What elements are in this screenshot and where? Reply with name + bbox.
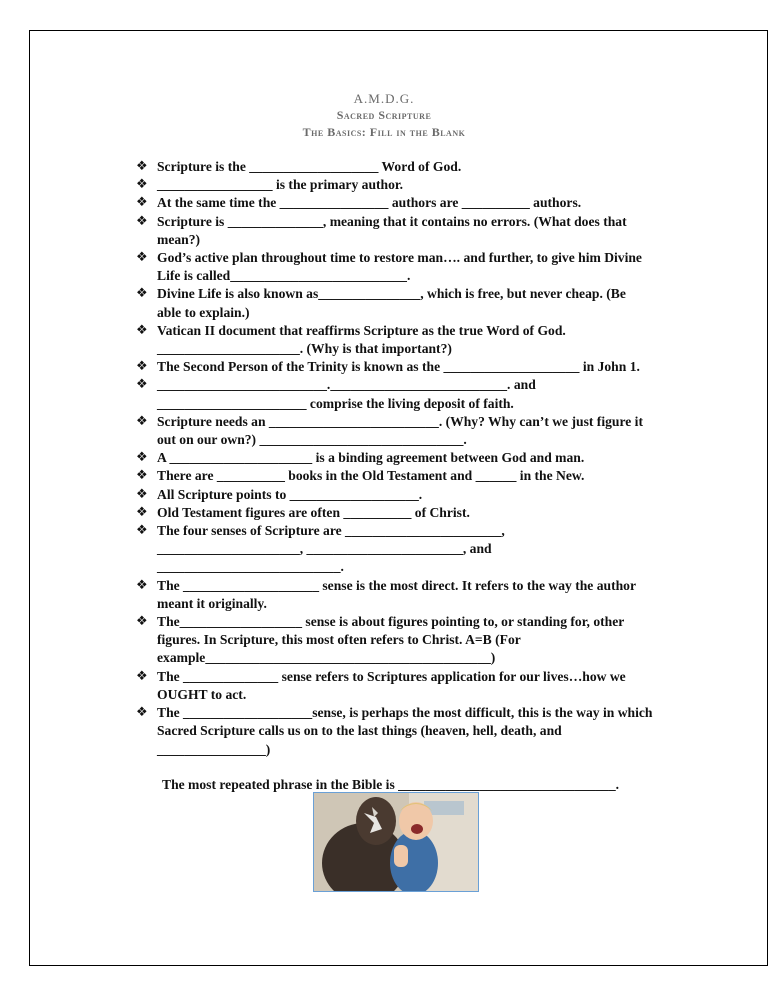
list-item xyxy=(133,486,653,504)
item-text: The ____________________ sense is the most direct. It refers to the way the author meant it originally. xyxy=(157,577,636,611)
photo-image xyxy=(313,792,479,892)
list-item xyxy=(133,194,653,212)
item-text: The Second Person of the Trinity is known as the ____________________ in John 1. xyxy=(157,359,640,375)
list-item xyxy=(133,176,653,194)
header-title: The Basics: Fill in the Blank xyxy=(302,125,466,139)
diamond-bullet-icon: ❖ xyxy=(136,486,148,502)
list-item xyxy=(133,577,653,613)
item-text: Scripture is ______________, meaning that it contains no errors. (What does that mean?) xyxy=(157,213,627,247)
diamond-bullet-icon: ❖ xyxy=(136,286,148,302)
diamond-bullet-icon: ❖ xyxy=(136,468,148,484)
diamond-bullet-icon: ❖ xyxy=(136,250,148,266)
list-item xyxy=(133,668,653,704)
item-text: A _____________________ is a binding agreement between God and man. xyxy=(157,450,585,466)
diamond-bullet-icon: ❖ xyxy=(136,159,148,174)
worksheet-header xyxy=(0,90,768,141)
list-item xyxy=(133,522,653,577)
item-text: The ______________ sense refers to Scriptures application for our lives…how we OUGHT to act. xyxy=(157,668,626,702)
diamond-bullet-icon: ❖ xyxy=(136,213,148,229)
list-item xyxy=(133,285,653,321)
item-text: God’s active plan throughout time to restore man…. and further, to give him Divine Life is called__________________________. xyxy=(157,250,642,284)
list-item xyxy=(133,704,653,759)
list-item xyxy=(133,376,653,412)
diamond-bullet-icon: ❖ xyxy=(136,450,148,466)
item-text: All Scripture points to ___________________. xyxy=(157,486,423,502)
diamond-bullet-icon: ❖ xyxy=(136,577,148,593)
diamond-bullet-icon: ❖ xyxy=(136,195,148,211)
header-amdg: A.M.D.G. xyxy=(353,91,415,106)
diamond-bullet-icon: ❖ xyxy=(136,322,148,338)
item-text: Old Testament figures are often __________ of Christ. xyxy=(157,504,470,520)
item-text: The ___________________sense, is perhaps the most difficult, this is the way in which Sacred Scripture calls us on to the last things (heaven, hell, death, and ________________) xyxy=(157,705,653,757)
item-text: _________________________.__________________________. and ______________________ comprise the living deposit of faith. xyxy=(157,377,536,411)
item-text: The four senses of Scripture are _______________________, _____________________, _______________________, and ___________________________. xyxy=(157,523,505,575)
item-text: Divine Life is also known as_______________, which is free, but never cheap. (Be able to explain.) xyxy=(157,286,626,320)
list-item xyxy=(133,213,653,249)
item-text: At the same time the ________________ authors are __________ authors. xyxy=(157,195,582,211)
list-item xyxy=(133,504,653,522)
list-item xyxy=(133,467,653,485)
list-item xyxy=(133,413,653,449)
diamond-bullet-icon: ❖ xyxy=(136,177,148,193)
list-item xyxy=(133,613,653,668)
item-text: There are __________ books in the Old Testament and ______ in the New. xyxy=(157,468,585,484)
item-text: Scripture needs an _________________________. (Why? Why can’t we just figure it out on our own?) ______________________________. xyxy=(157,413,643,448)
item-text: The__________________ sense is about figures pointing to, or standing for, other figures. In Scripture, this most often refers to Christ. A=B (For example__________________________________________) xyxy=(157,614,625,666)
diamond-bullet-icon: ❖ xyxy=(136,668,148,684)
item-text: Vatican II document that reaffirms Scripture as the true Word of God. _____________________. (Why is that important?) xyxy=(157,322,566,357)
header-subject: Sacred Scripture xyxy=(336,108,432,122)
diamond-bullet-icon: ❖ xyxy=(136,413,148,429)
list-item xyxy=(133,358,653,376)
list-item xyxy=(133,322,653,358)
item-text: _________________ is the primary author. xyxy=(157,177,404,193)
diamond-bullet-icon: ❖ xyxy=(136,359,148,375)
item-text: Scripture is the ___________________ Word of God. xyxy=(157,159,462,174)
question-list xyxy=(133,158,653,759)
list-item xyxy=(133,158,653,176)
diamond-bullet-icon: ❖ xyxy=(136,504,148,520)
photo-illustration xyxy=(314,793,479,892)
diamond-bullet-icon: ❖ xyxy=(136,377,148,393)
diamond-bullet-icon: ❖ xyxy=(136,523,148,539)
final-question: The most repeated phrase in the Bible is ________________________________. xyxy=(162,777,620,792)
list-item xyxy=(133,249,653,285)
list-item xyxy=(133,449,653,467)
diamond-bullet-icon: ❖ xyxy=(136,705,148,721)
diamond-bullet-icon: ❖ xyxy=(136,614,148,630)
